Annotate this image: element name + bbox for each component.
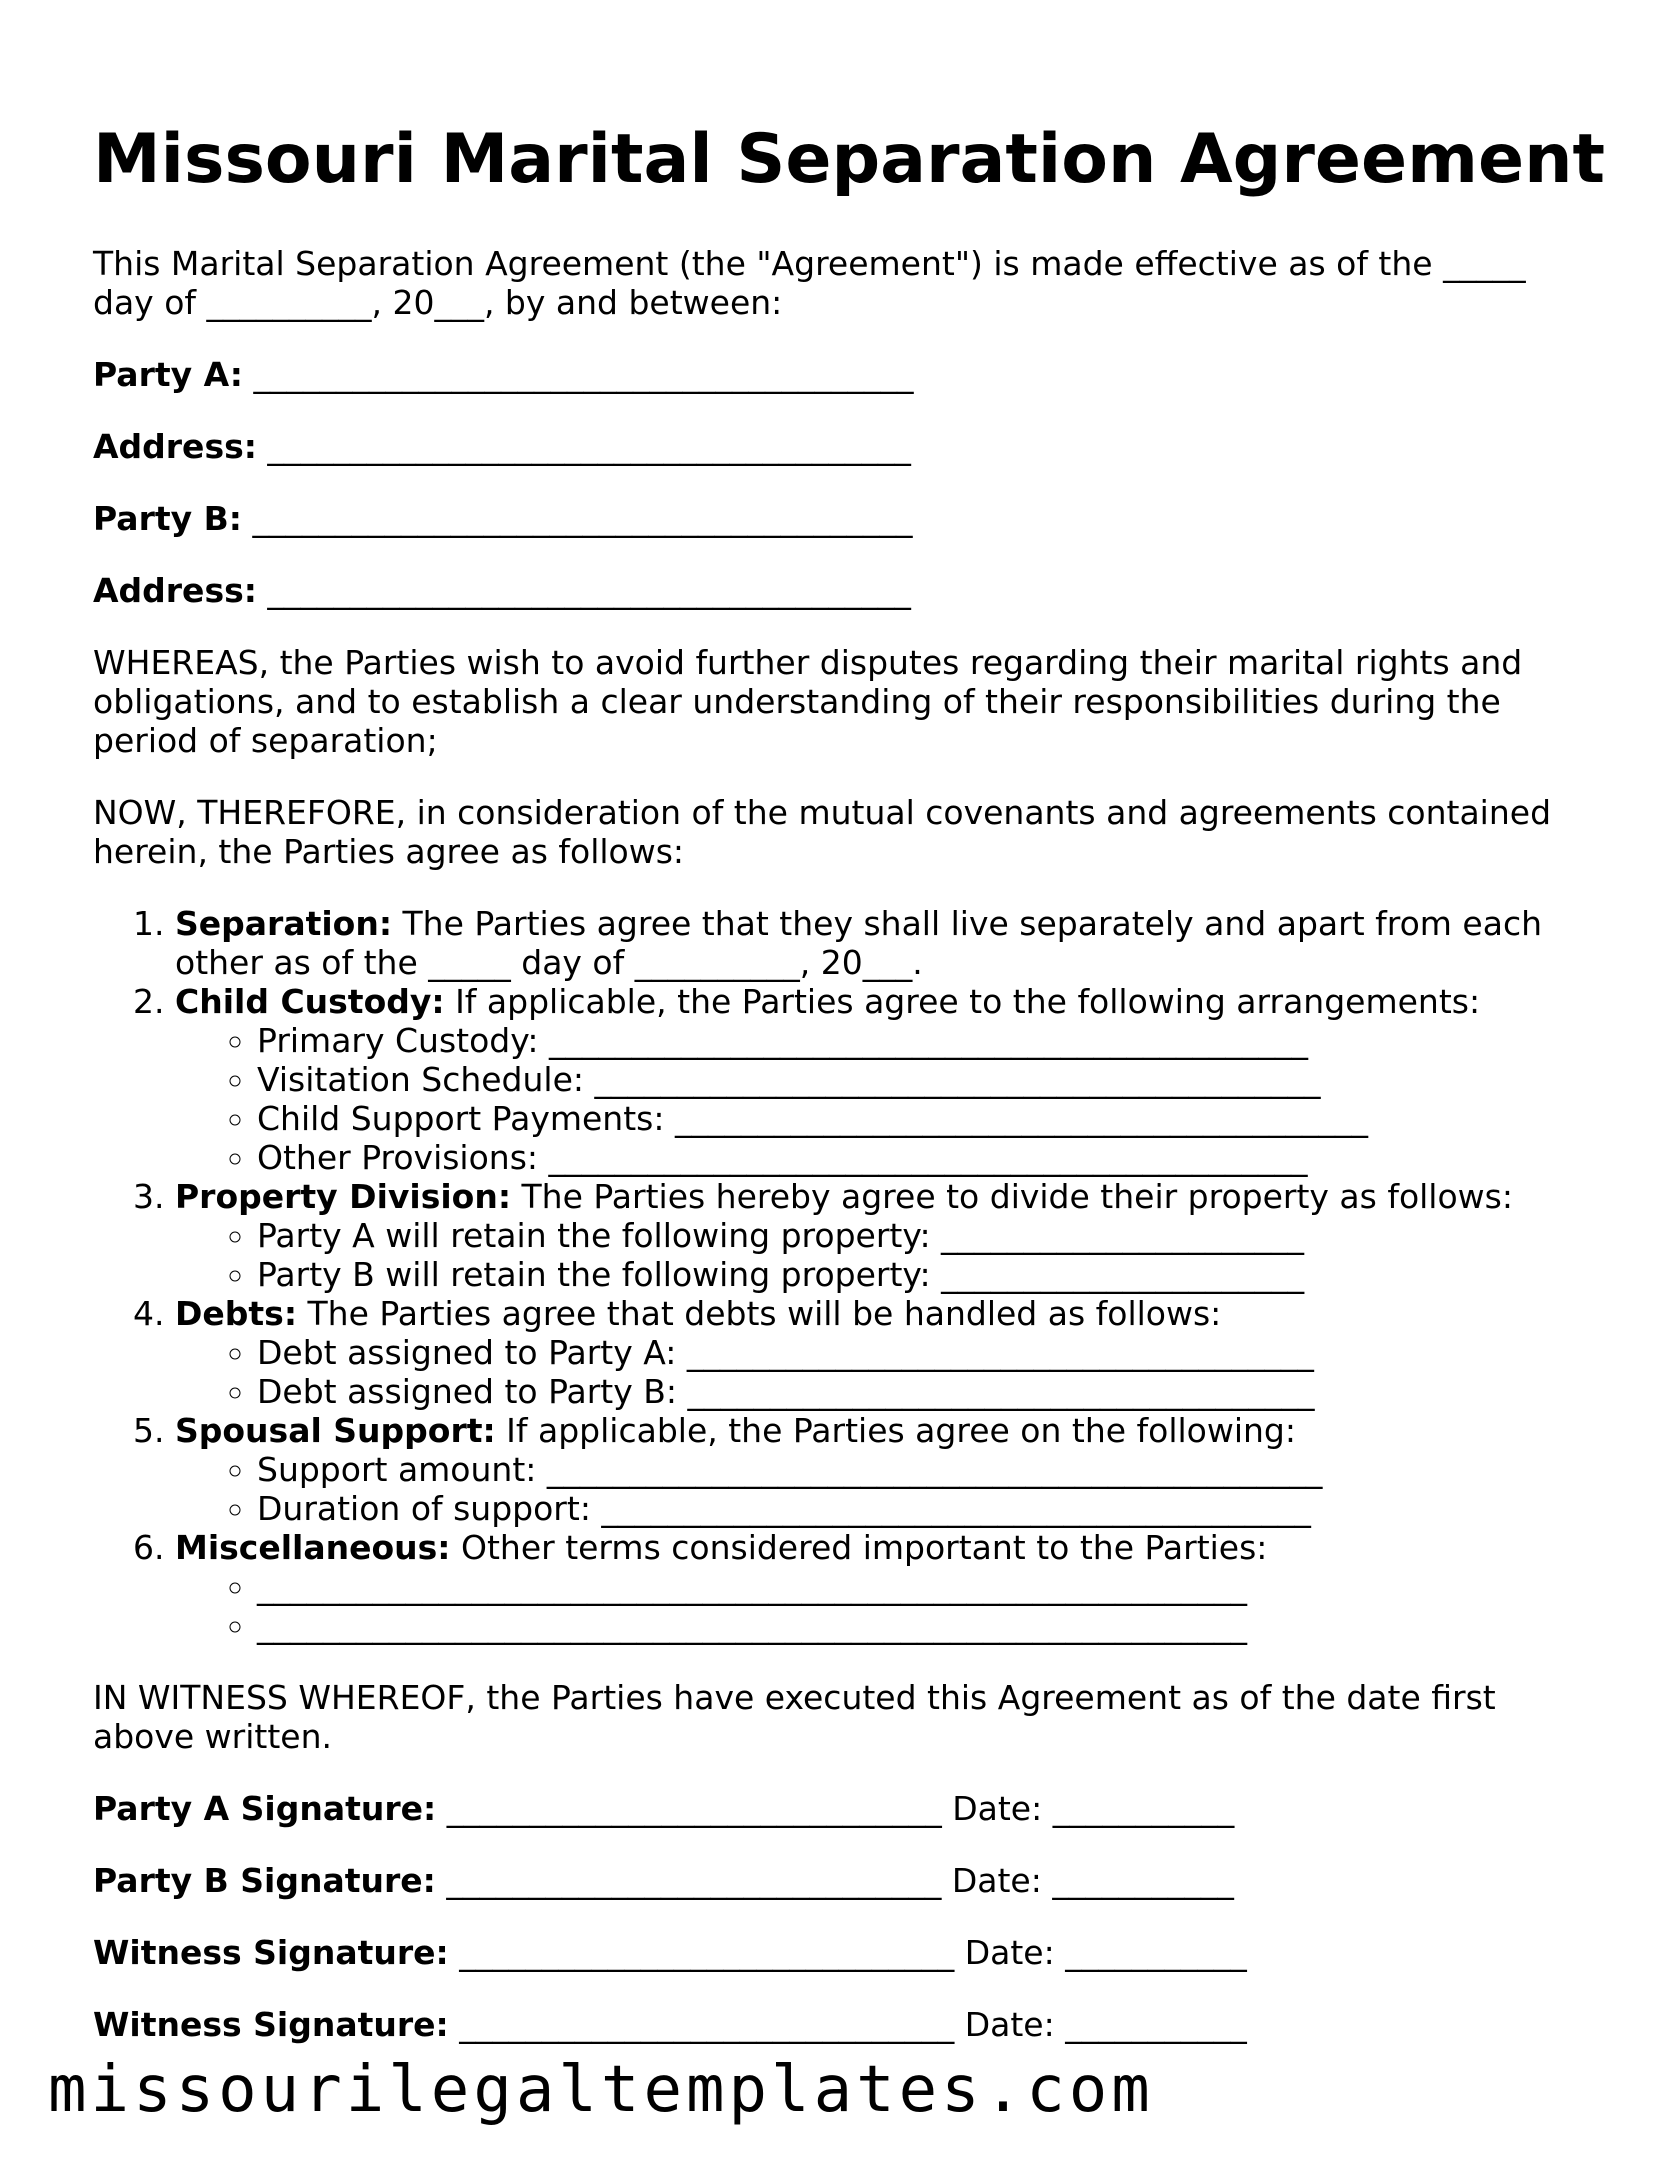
subitem: ◦ Debt assigned to Party A: ______________________________________ bbox=[257, 1333, 1593, 1372]
subitem: ◦ Other Provisions: ______________________________________________ bbox=[257, 1138, 1593, 1177]
term-heading: Spousal Support: bbox=[175, 1411, 496, 1450]
party-b-address-blank: _______________________________________ bbox=[267, 571, 911, 610]
subitem: ◦ Duration of support: ___________________________________________ bbox=[257, 1489, 1593, 1528]
party-a-address-field bbox=[93, 427, 1593, 466]
party-a-address-blank: _______________________________________ bbox=[267, 427, 911, 466]
party-b-label: Party B: bbox=[93, 499, 242, 538]
subitem-list bbox=[175, 1450, 1593, 1528]
signature-line-party-b bbox=[93, 1861, 1593, 1900]
subitem: ◦ Primary Custody: ______________________________________________ bbox=[257, 1021, 1593, 1060]
subitem: ◦ Party A will retain the following property: ______________________ bbox=[257, 1216, 1593, 1255]
signature-line-witness-2 bbox=[93, 2005, 1593, 2044]
document-title: Missouri Marital Separation Agreement bbox=[93, 120, 1606, 199]
party-b-field bbox=[93, 499, 1593, 538]
party-a-field bbox=[93, 355, 1593, 394]
signature-label: Party A Signature: bbox=[93, 1789, 437, 1828]
signature-label: Witness Signature: bbox=[93, 1933, 449, 1972]
date-blank: ___________ bbox=[1065, 1933, 1247, 1972]
term-heading: Child Custody: bbox=[175, 982, 445, 1021]
document-page bbox=[93, 118, 1606, 2077]
term-separation bbox=[175, 904, 1593, 982]
term-child-custody bbox=[175, 982, 1593, 1177]
date-blank: ___________ bbox=[1052, 1861, 1234, 1900]
signature-line-witness-1 bbox=[93, 1933, 1593, 1972]
term-text: If applicable, the Parties agree to the following arrangements: bbox=[444, 982, 1481, 1021]
party-b-address-label: Address: bbox=[93, 571, 257, 610]
subitem: ◦ Child Support Payments: __________________________________________ bbox=[257, 1099, 1593, 1138]
term-text: Other terms considered important to the Parties: bbox=[450, 1528, 1268, 1567]
party-a-blank: ________________________________________ bbox=[253, 355, 914, 394]
witness-clause: IN WITNESS WHEREOF, the Parties have executed this Agreement as of the date first above written. bbox=[93, 1678, 1496, 1756]
subitem: ◦ ____________________________________________________________ bbox=[257, 1567, 1593, 1606]
party-a-label: Party A: bbox=[93, 355, 243, 394]
date-label: Date: bbox=[951, 1861, 1042, 1900]
subitem: ◦ Party B will retain the following property: ______________________ bbox=[257, 1255, 1593, 1294]
terms-list bbox=[93, 904, 1593, 1645]
term-heading: Separation: bbox=[175, 904, 393, 943]
term-text: The Parties agree that debts will be handled as follows: bbox=[297, 1294, 1222, 1333]
term-property-division bbox=[175, 1177, 1593, 1294]
signature-blank: ______________________________ bbox=[446, 1789, 942, 1828]
signature-blank: ______________________________ bbox=[459, 2005, 955, 2044]
term-heading: Debts: bbox=[175, 1294, 298, 1333]
date-label: Date: bbox=[964, 2005, 1055, 2044]
subitem-list bbox=[175, 1021, 1593, 1177]
subitem: ◦ Support amount: _______________________________________________ bbox=[257, 1450, 1593, 1489]
site-watermark: missourilegaltemplates.com bbox=[48, 2053, 1154, 2127]
term-debts bbox=[175, 1294, 1593, 1411]
signature-label: Party B Signature: bbox=[93, 1861, 436, 1900]
subitem-list bbox=[175, 1216, 1593, 1294]
signature-blank: ______________________________ bbox=[459, 1933, 955, 1972]
term-miscellaneous bbox=[175, 1528, 1593, 1645]
term-heading: Property Division: bbox=[175, 1177, 512, 1216]
term-spousal-support bbox=[175, 1411, 1593, 1528]
whereas-paragraph: WHEREAS, the Parties wish to avoid further disputes regarding their marital rights and obligations, and to establish a clear understanding of their responsibilities during the period of separation; bbox=[93, 643, 1523, 760]
now-therefore-paragraph: NOW, THEREFORE, in consideration of the mutual covenants and agreements contained herein, the Parties agree as follows: bbox=[93, 793, 1552, 871]
date-label: Date: bbox=[964, 1933, 1055, 1972]
subitem: ◦ ____________________________________________________________ bbox=[257, 1606, 1593, 1645]
term-heading: Miscellaneous: bbox=[175, 1528, 451, 1567]
intro-paragraph: This Marital Separation Agreement (the "Agreement") is made effective as of the _____ day of __________, 20___, by and between: bbox=[93, 244, 1526, 322]
party-b-blank: ________________________________________ bbox=[252, 499, 913, 538]
signature-label: Witness Signature: bbox=[93, 2005, 449, 2044]
term-text: If applicable, the Parties agree on the following: bbox=[495, 1411, 1297, 1450]
signature-blank: ______________________________ bbox=[446, 1861, 942, 1900]
term-text: The Parties agree that they shall live separately and apart from each other as of the _____ day of __________, 20___. bbox=[175, 904, 1543, 982]
subitem: ◦ Visitation Schedule: ____________________________________________ bbox=[257, 1060, 1593, 1099]
subitem-list bbox=[175, 1567, 1593, 1645]
signature-line-party-a bbox=[93, 1789, 1593, 1828]
date-label: Date: bbox=[952, 1789, 1043, 1828]
date-blank: ___________ bbox=[1052, 1789, 1235, 1828]
term-text: The Parties hereby agree to divide their property as follows: bbox=[511, 1177, 1513, 1216]
party-a-address-label: Address: bbox=[93, 427, 257, 466]
subitem-list bbox=[175, 1333, 1593, 1411]
date-blank: ___________ bbox=[1065, 2005, 1247, 2044]
party-b-address-field bbox=[93, 571, 1593, 610]
subitem: ◦ Debt assigned to Party B: ______________________________________ bbox=[257, 1372, 1593, 1411]
